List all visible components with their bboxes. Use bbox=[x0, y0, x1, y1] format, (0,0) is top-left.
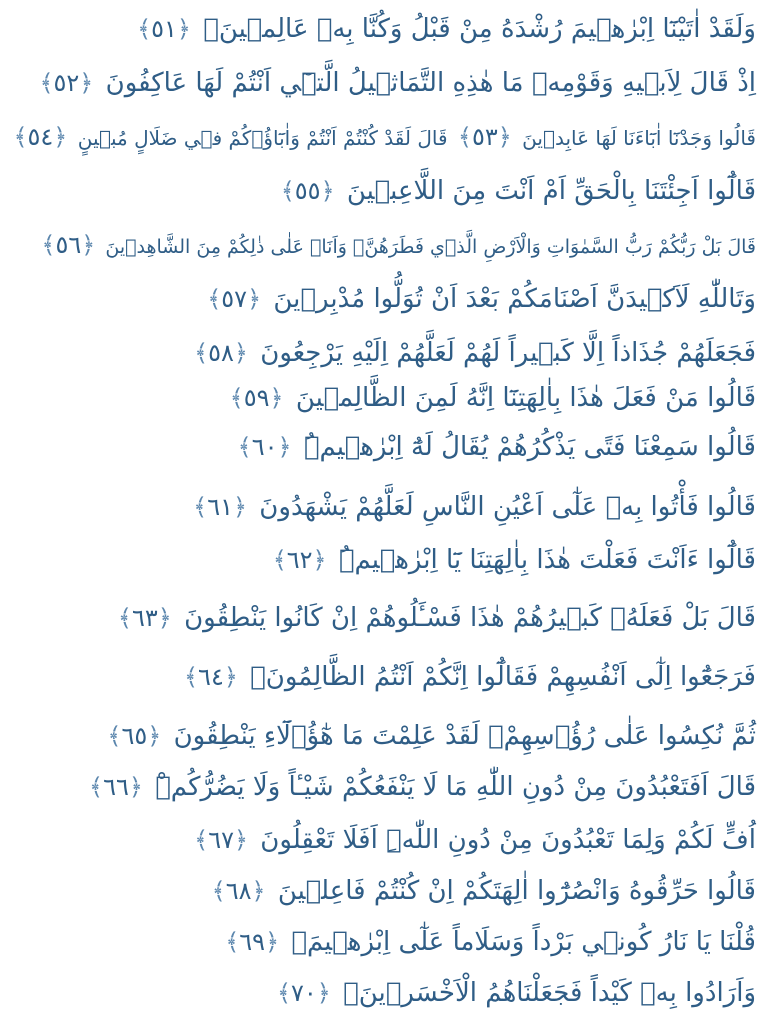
verse-56-text: قَالَ بَلْ رَبُّكُمْ رَبُّ السَّمٰوَاتِ وَالْاَرْضِ الَّذ۪ي فَطَرَهُنَّۘ وَاَنَا۬ عَلٰى ذٰلِكُمْ مِنَ الشَّاهِد۪ينَ bbox=[105, 236, 756, 258]
verse-68-text: قَالُوا حَرِّقُوهُ وَانْصُرُٓوا اٰلِهَتَكُمْ اِنْ كُنْتُمْ فَاعِل۪ينَ bbox=[277, 876, 756, 906]
verse-52-marker: ﴿٥٢﴾ bbox=[39, 69, 94, 97]
verse-62-text: قَالُٓوا ءَاَنْتَ فَعَلْتَ هٰذَا بِاٰلِهَتِنَا يَٓا اِبْرٰه۪يمُۜ bbox=[338, 545, 756, 575]
verse-line bbox=[189, 490, 756, 524]
verse-58-number: ٥٨ bbox=[208, 339, 234, 367]
verse-70-marker: ﴿٧٠﴾ bbox=[276, 979, 331, 1007]
verse-68-number: ٦٨ bbox=[225, 877, 252, 905]
verse-55-marker: ﴿٥٥﴾ bbox=[280, 177, 335, 205]
verse-62-marker: ﴿٦٢﴾ bbox=[272, 546, 327, 574]
verse-64-number: ٦٤ bbox=[198, 663, 224, 691]
verse-57-number: ٥٧ bbox=[221, 285, 248, 313]
verse-61-number: ٦١ bbox=[207, 493, 233, 521]
verse-64-marker: ﴿٦٤﴾ bbox=[183, 663, 238, 691]
verse-line bbox=[85, 770, 756, 804]
verse-63-marker: ﴿٦٣﴾ bbox=[117, 604, 172, 632]
verse-70-number: ٧٠ bbox=[291, 979, 317, 1007]
verse-68-marker: ﴿٦٨﴾ bbox=[211, 877, 266, 905]
verse-60-text: قَالُوا سَمِعْنَا فَتًى يَذْكُرُهُمْ يُقَالُ لَهُٓ اِبْرٰه۪يمُۜ bbox=[303, 432, 756, 462]
verse-55-number: ٥٥ bbox=[294, 177, 321, 205]
verse-51-marker: ﴿٥١﴾ bbox=[137, 15, 191, 43]
verse-line bbox=[9, 120, 756, 155]
verse-line bbox=[208, 874, 756, 908]
verse-63-text: قَالَ بَلْ فَعَلَهُۗ كَب۪يرُهُمْ هٰذَا فَسْـَٔلُوهُمْ اِنْ كَانُوا يَنْطِقُونَ bbox=[184, 603, 756, 633]
verse-65-text: ثُمَّ نُكِسُوا عَلٰى رُؤُ۫سِهِمْۚ لَقَدْ عَلِمْتَ مَا هٰٓؤُ۬لَٓاءِ يَنْطِقُونَ bbox=[173, 721, 756, 751]
verse-63-number: ٦٣ bbox=[131, 604, 158, 632]
verse-61-text: قَالُوا فَأْتُوا بِه۪ عَلٰٓى اَعْيُنِ النَّاسِ لَعَلَّهُمْ يَشْهَدُونَ bbox=[259, 492, 756, 522]
verse-line bbox=[234, 430, 756, 464]
verse-line bbox=[226, 381, 756, 415]
verse-66-marker: ﴿٦٦﴾ bbox=[89, 773, 143, 801]
verse-57-marker: ﴿٥٧﴾ bbox=[207, 285, 262, 313]
verse-line bbox=[133, 12, 756, 46]
verse-69-number: ٦٩ bbox=[239, 928, 266, 956]
verse-line bbox=[277, 174, 756, 208]
verse-line bbox=[221, 925, 756, 959]
verse-55-text: قَالُٓوا اَجِئْتَنَا بِالْحَقِّ اَمْ اَنْتَ مِنَ اللَّاعِب۪ينَ bbox=[346, 176, 756, 206]
verse-67-number: ٦٧ bbox=[208, 826, 234, 854]
verse-66-number: ٦٦ bbox=[103, 773, 129, 801]
verse-line bbox=[103, 719, 756, 753]
verse-52-number: ٥٢ bbox=[53, 69, 80, 97]
verse-59-text: قَالُوا مَنْ فَعَلَ هٰذَا بِاٰلِهَتِنَٓا اِنَّهُ لَمِنَ الظَّالِم۪ينَ bbox=[295, 383, 756, 413]
verse-70-text: وَاَرَادُوا بِه۪ كَيْداً فَجَعَلْنَاهُمُ الْاَخْسَر۪ينَۚ bbox=[343, 978, 756, 1008]
verse-65-number: ٦٥ bbox=[121, 722, 148, 750]
verse-line bbox=[203, 282, 756, 316]
verse-line bbox=[37, 228, 756, 264]
verse-61-marker: ﴿٦١﴾ bbox=[193, 493, 248, 521]
verse-54-marker: ﴿٥٤﴾ bbox=[13, 123, 68, 151]
verse-line bbox=[269, 543, 756, 577]
verse-64-text: فَرَجَعُٓوا اِلٰٓى اَنْفُسِهِمْ فَقَالُٓوا اِنَّكُمْ اَنْتُمُ الظَّالِمُونَۙ bbox=[250, 662, 756, 692]
verse-65-marker: ﴿٦٥﴾ bbox=[107, 722, 162, 750]
verse-54-text: قَالَ لَقَدْ كُنْتُمْ اَنْتُمْ وَاٰبَٓاؤُ۬كُمْ ف۪ي ضَلَالٍ مُب۪ينٍ bbox=[77, 126, 448, 150]
verse-58-text: فَجَعَلَهُمْ جُذَاذاً اِلَّا كَب۪يراً لَهُمْ لَعَلَّهُمْ اِلَيْهِ يَرْجِعُونَ bbox=[260, 338, 756, 368]
verse-53-number: ٥٣ bbox=[471, 123, 498, 151]
verse-51-text: وَلَقَدْ اٰتَيْنَٓا اِبْرٰه۪يمَ رُشْدَهُ مِنْ قَبْلُ وَكُنَّا بِه۪ عَالِم۪ينَۚ bbox=[203, 14, 756, 44]
verse-line bbox=[273, 976, 756, 1010]
verse-line bbox=[190, 823, 756, 857]
verse-62-number: ٦٢ bbox=[286, 546, 313, 574]
verse-54-number: ٥٤ bbox=[27, 123, 54, 151]
verse-69-marker: ﴿٦٩﴾ bbox=[225, 928, 280, 956]
verse-line bbox=[190, 336, 756, 370]
verse-line bbox=[114, 601, 756, 635]
verse-69-text: قُلْنَا يَا نَارُ كُون۪ي بَرْداً وَسَلَاماً عَلٰٓى اِبْرٰه۪يمَۙ bbox=[291, 927, 756, 957]
verse-52-text: اِذْ قَالَ لِاَب۪يهِ وَقَوْمِه۪ مَا هٰذِهِ التَّمَاث۪يلُ الَّت۪ٓي اَنْتُمْ لَهَا عَاكِفُونَ bbox=[105, 68, 756, 98]
verse-67-marker: ﴿٦٧﴾ bbox=[194, 826, 249, 854]
verse-59-number: ٥٩ bbox=[243, 384, 270, 412]
verse-56-marker: ﴿٥٦﴾ bbox=[41, 231, 96, 259]
verse-line bbox=[180, 660, 756, 694]
verse-58-marker: ﴿٥٨﴾ bbox=[194, 339, 248, 367]
verse-53-marker: ﴿٥٣﴾ bbox=[457, 123, 512, 151]
verse-57-text: وَتَاللّٰهِ لَاَك۪يدَنَّ اَصْنَامَكُمْ بَعْدَ اَنْ تُوَلُّوا مُدْبِر۪ينَ bbox=[273, 284, 756, 314]
verse-51-number: ٥١ bbox=[151, 15, 177, 43]
verse-67-text: اُفٍّ لَكُمْ وَلِمَا تَعْبُدُونَ مِنْ دُونِ اللّٰهِۜ اَفَلَا تَعْقِلُونَ bbox=[260, 825, 756, 855]
verse-53-text: قَالُوا وَجَدْنَٓا اٰبَٓاءَنَا لَهَا عَابِد۪ينَ bbox=[522, 126, 756, 150]
verse-66-text: قَالَ اَفَتَعْبُدُونَ مِنْ دُونِ اللّٰهِ مَا لَا يَنْفَعُكُمْ شَيْـٔاً وَلَا يَضُرُّكُمْۜ bbox=[155, 772, 756, 802]
verse-60-marker: ﴿٦٠﴾ bbox=[237, 433, 292, 461]
verse-56-number: ٥٦ bbox=[55, 231, 82, 259]
verse-59-marker: ﴿٥٩﴾ bbox=[229, 384, 284, 412]
verse-line bbox=[35, 66, 756, 100]
verse-60-number: ٦٠ bbox=[251, 433, 278, 461]
